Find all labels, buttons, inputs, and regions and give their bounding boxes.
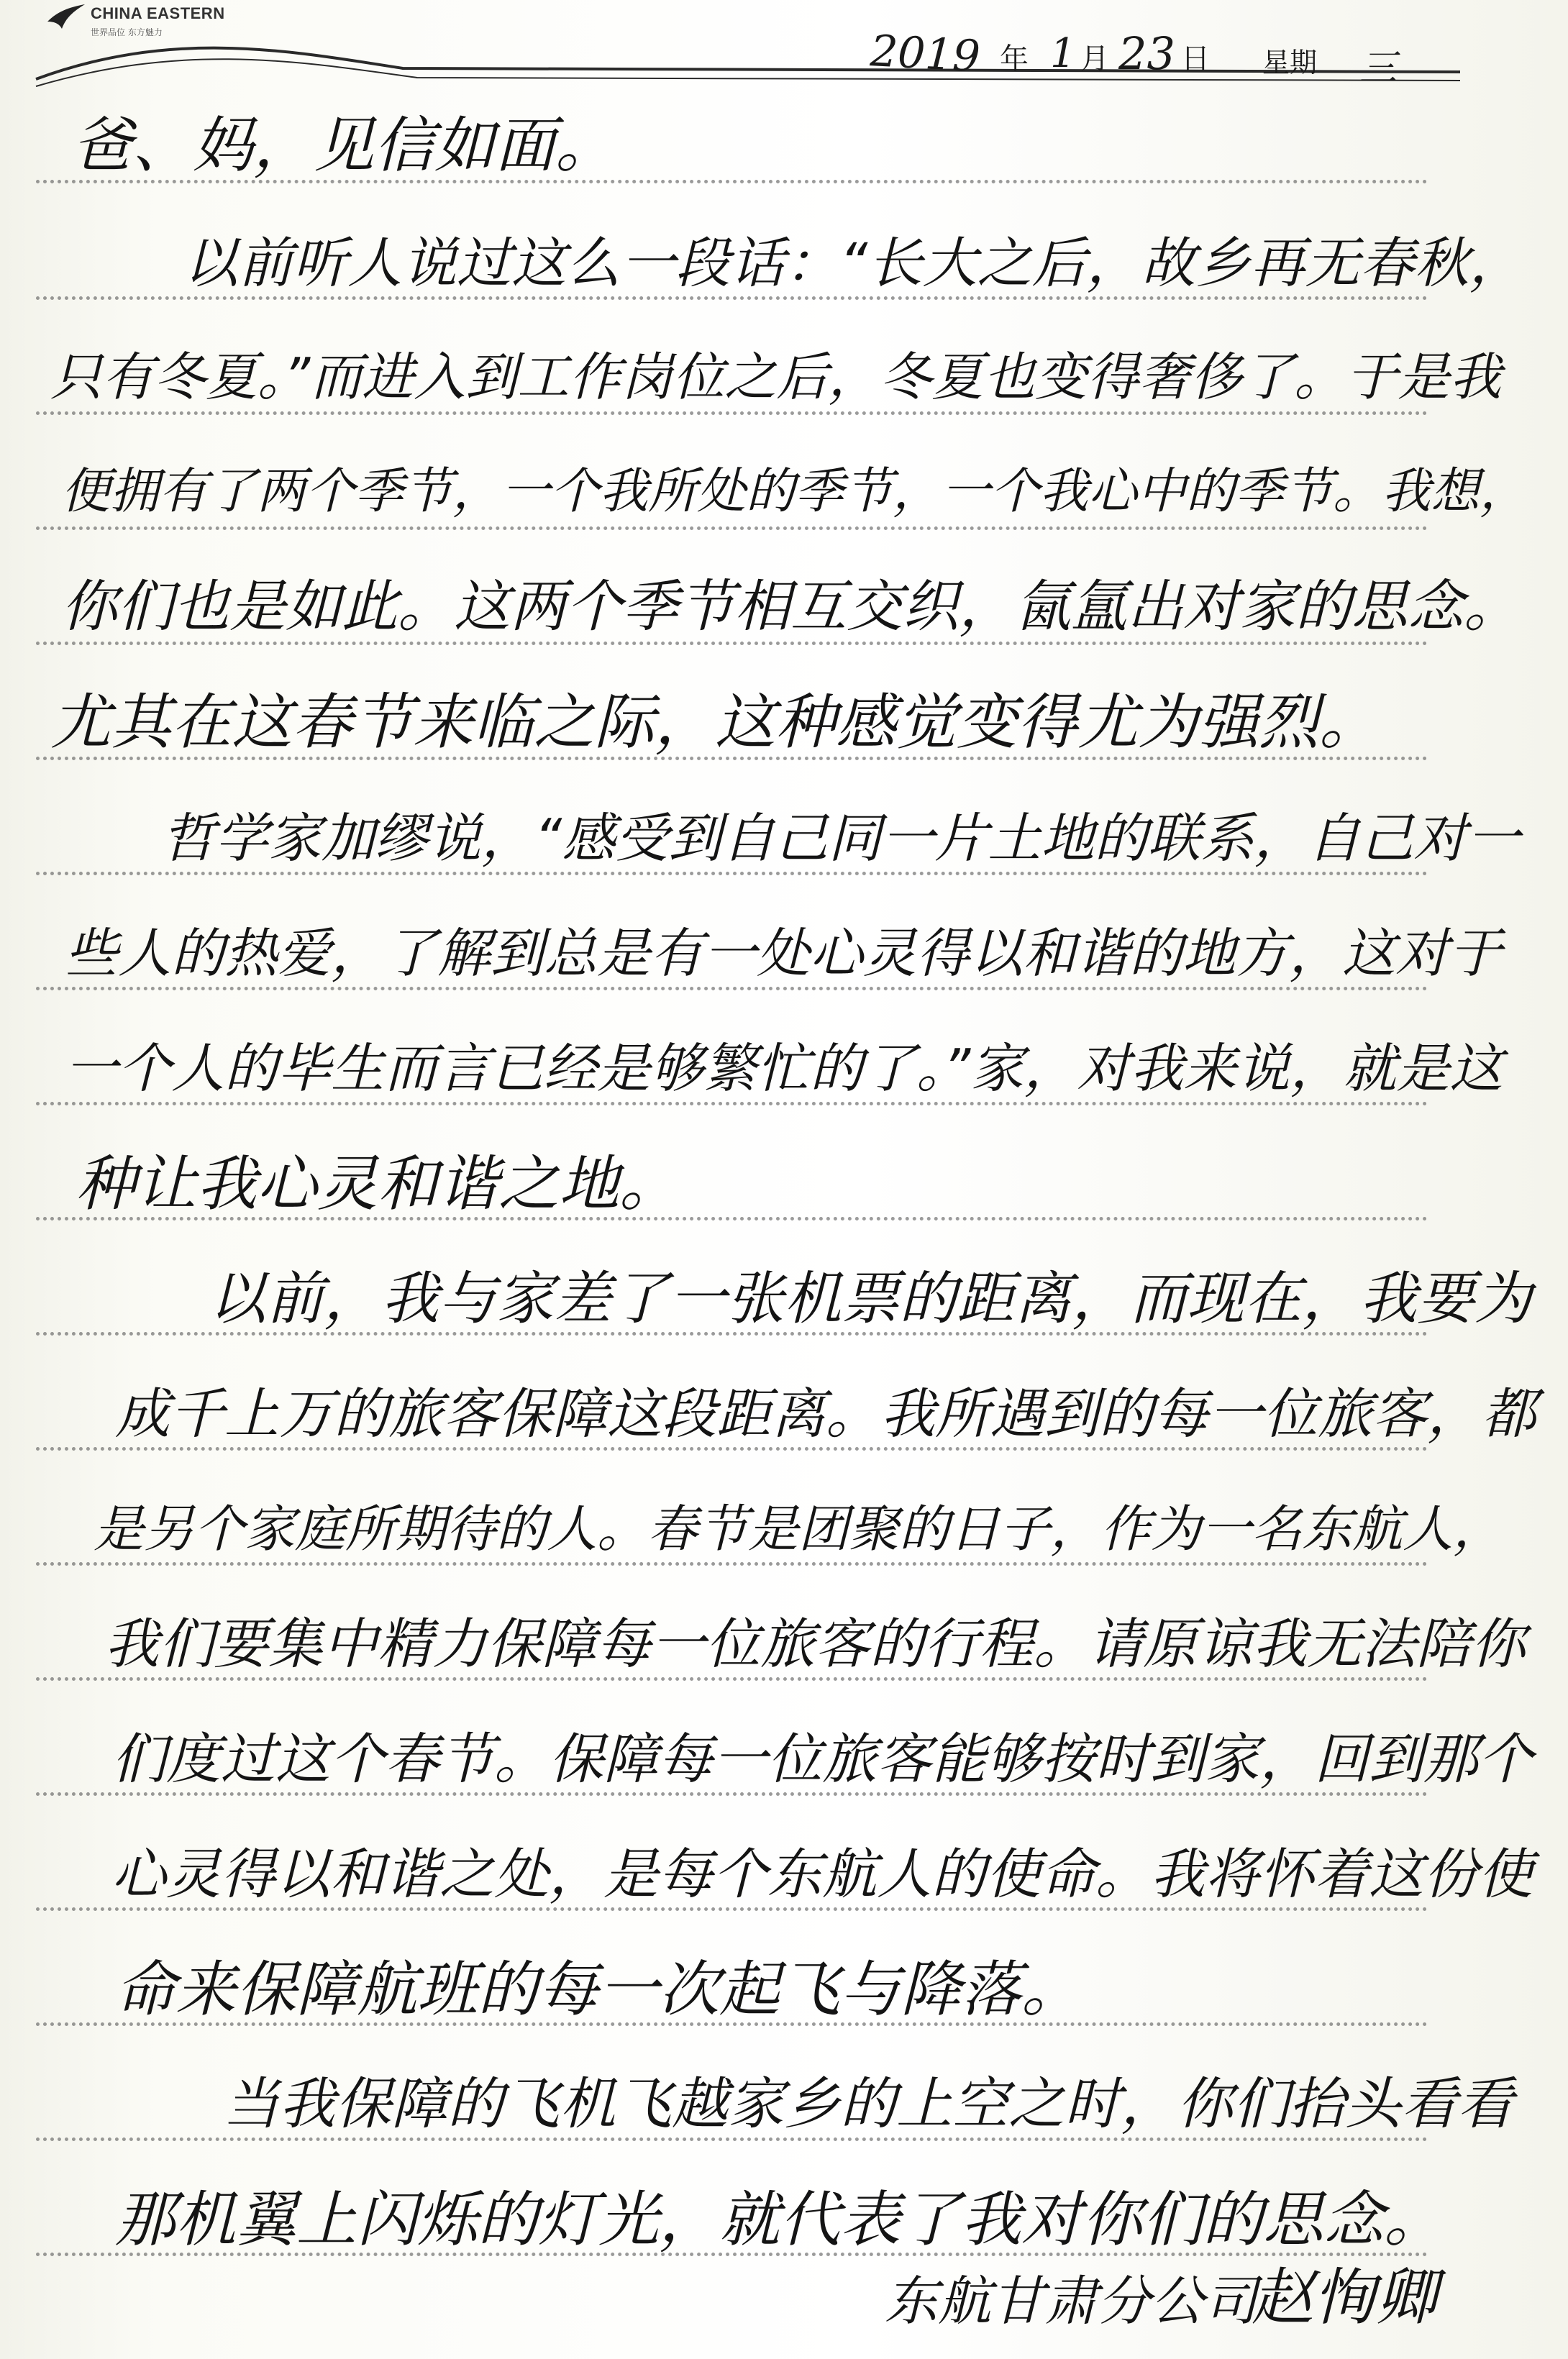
letter-line: 尤其在这春节来临之际，这种感觉变得尤为强烈。: [50, 687, 1380, 757]
signature-name: 赵恂卿: [1252, 2262, 1437, 2334]
date-year-unit: 年: [1000, 42, 1029, 76]
letter-line: 那机翼上闪烁的灯光，就代表了我对你们的思念。: [115, 2184, 1445, 2255]
date-month-unit: 月: [1080, 42, 1109, 76]
date-month: 1: [1050, 30, 1076, 77]
date-year: 2019: [869, 26, 982, 82]
letter-line: 当我保障的飞机飞越家乡的上空之时，你们抬头看看: [223, 2072, 1514, 2137]
weekday-value: 三: [1359, 47, 1398, 90]
letter-line: 一个人的毕生而言已经是够繁忙的了。”家，对我来说，就是这: [65, 1038, 1503, 1100]
letter-line: 们度过这个春节。保障每一位旅客能够按时到家，回到那个: [111, 1727, 1533, 1791]
letter-line: 成千上万的旅客保障这段距离。我所遇到的每一位旅客，都: [115, 1382, 1536, 1446]
letter-line: 心灵得以和谐之处，是每个东航人的使命。我将怀着这份使: [111, 1842, 1533, 1906]
letter-line: 哲学家加缪说，“感受到自己同一片土地的联系，自己对一: [162, 808, 1521, 870]
letter-line: 是另个家庭所期待的人。春节是团聚的日子，作为一名东航人，: [94, 1500, 1503, 1559]
weekday-label: 星期: [1262, 47, 1318, 78]
letter-line: 我们要集中精力保障每一位旅客的行程。请原谅我无法陪你: [104, 1612, 1526, 1676]
date-day: 23: [1118, 27, 1175, 80]
letter-line: 种让我心灵和谐之地。: [76, 1149, 680, 1219]
letter-line: 以前听人说过这么一段话：“长大之后，故乡再无春秋，: [183, 231, 1524, 295]
logo-subtitle: 世界品位 东方魅力: [91, 27, 163, 37]
letter-line: 你们也是如此。这两个季节相互交织，氤氲出对家的思念。: [61, 575, 1521, 639]
letter-line: 只有冬夏。”而进入到工作岗位之后，冬夏也变得奢侈了。于是我: [50, 347, 1502, 407]
date-day-unit: 日: [1181, 42, 1210, 76]
letter-line: 以前，我与家差了一张机票的距离，而现在，我要为: [209, 1265, 1532, 1332]
logo-text: CHINA EASTERN: [91, 4, 225, 22]
signature-org: 东航甘肃分公司: [885, 2271, 1257, 2332]
letter-line: 些人的热爱，了解到总是有一处心灵得以和谐的地方，这对于: [65, 923, 1502, 985]
letter-line: 便拥有了两个季节，一个我所处的季节，一个我心中的季节。我想，: [61, 463, 1529, 520]
letter-line: 命来保障航班的每一次起飞与降落。: [115, 1954, 1082, 2025]
letter-line: 爸、妈，见信如面。: [72, 110, 616, 181]
